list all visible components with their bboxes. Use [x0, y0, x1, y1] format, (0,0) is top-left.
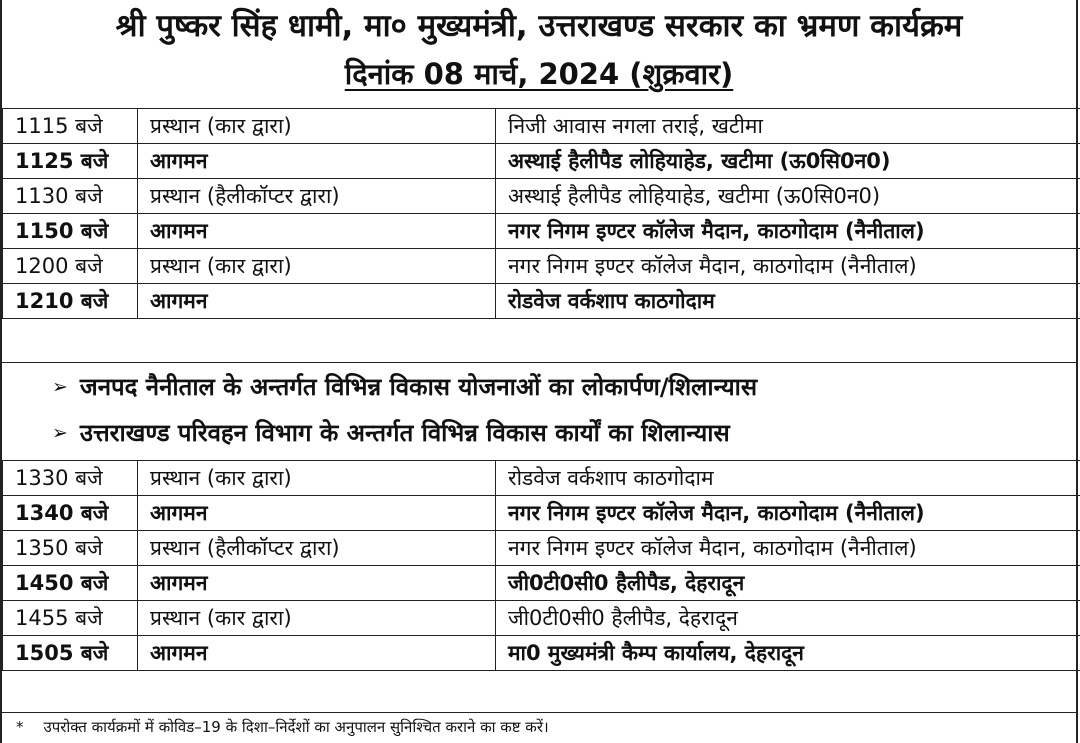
program-item-text: उत्तराखण्ड परिवहन विभाग के अन्तर्गत विभिन्न विकास कार्यों का शिलान्यास — [79, 419, 730, 447]
footnote-text: उपरोक्त कार्यक्रमों में कोविड–19 के दिशा–निर्देशों का अनुपालन सुनिश्चित कराने का कष्ट करें। — [43, 718, 549, 736]
schedule-time: 1130 बजे — [3, 179, 138, 214]
program-item — [52, 367, 757, 409]
schedule-row — [3, 461, 1080, 496]
schedule-event: प्रस्थान (कार द्वारा) — [138, 601, 496, 636]
schedule-event: प्रस्थान (कार द्वारा) — [138, 461, 496, 496]
schedule-place: नगर निगम इण्टर कॉलेज मैदान, काठगोदाम (नैनीताल) — [496, 249, 1080, 284]
schedule-row — [3, 144, 1080, 179]
schedule-time: 1340 बजे — [3, 496, 138, 531]
schedule-place: जी0टी0सी0 हैलीपैड, देहरादून — [496, 601, 1080, 636]
schedule-time: 1455 बजे — [3, 601, 138, 636]
schedule-row — [3, 179, 1080, 214]
schedule-row — [3, 496, 1080, 531]
schedule-event: आगमन — [138, 496, 496, 531]
schedule-row — [3, 566, 1080, 601]
schedule-event: आगमन — [138, 214, 496, 249]
schedule-time: 1210 बजे — [3, 284, 138, 319]
schedule-time: 1450 बजे — [3, 566, 138, 601]
schedule-event: आगमन — [138, 144, 496, 179]
schedule-place: नगर निगम इण्टर कॉलेज मैदान, काठगोदाम (नैनीताल) — [496, 531, 1080, 566]
schedule-event: प्रस्थान (कार द्वारा) — [138, 249, 496, 284]
document-title: श्री पुष्कर सिंह धामी, मा० मुख्यमंत्री, उत्तराखण्ड सरकार का भ्रमण कार्यक्रम — [115, 8, 963, 44]
schedule-event: आगमन — [138, 284, 496, 319]
schedule-row — [3, 214, 1080, 249]
schedule-place: रोडवेज वर्कशाप काठगोदाम — [496, 461, 1080, 496]
schedule-place: रोडवेज वर्कशाप काठगोदाम — [496, 284, 1080, 319]
schedule-place: मा0 मुख्यमंत्री कैम्प कार्यालय, देहरादून — [496, 636, 1080, 671]
document-date — [2, 52, 1076, 96]
schedule-row — [3, 249, 1080, 284]
schedule-place: अस्थाई हैलीपैड लोहियाहेड, खटीमा (ऊ0सि0न0) — [496, 179, 1080, 214]
schedule-time: 1350 बजे — [3, 531, 138, 566]
schedule-time: 1115 बजे — [3, 109, 138, 144]
schedule-event: प्रस्थान (हैलीकॉप्टर द्वारा) — [138, 179, 496, 214]
schedule-time: 1505 बजे — [3, 636, 138, 671]
schedule-row — [3, 636, 1080, 671]
schedule-time: 1150 बजे — [3, 214, 138, 249]
schedule-place: अस्थाई हैलीपैड लोहियाहेड, खटीमा (ऊ0सि0न0) — [496, 144, 1080, 179]
program-items — [2, 362, 1076, 460]
arrow-bullet-icon: ➢ — [52, 376, 68, 398]
schedule-row — [3, 284, 1080, 319]
arrow-bullet-icon: ➢ — [52, 422, 68, 444]
schedule-table-part1 — [2, 108, 1080, 319]
schedule-place: निजी आवास नगला तराई, खटीमा — [496, 109, 1080, 144]
schedule-table-part2 — [2, 460, 1080, 671]
schedule-event: प्रस्थान (कार द्वारा) — [138, 109, 496, 144]
program-item-text: जनपद नैनीताल के अन्तर्गत विभिन्न विकास योजनाओं का लोकार्पण/शिलान्यास — [79, 373, 758, 401]
schedule-place: नगर निगम इण्टर कॉलेज मैदान, काठगोदाम (नैनीताल) — [496, 496, 1080, 531]
schedule-row — [3, 601, 1080, 636]
schedule-time: 1125 बजे — [3, 144, 138, 179]
schedule-place: जी0टी0सी0 हैलीपैड, देहरादून — [496, 566, 1080, 601]
schedule-row — [3, 109, 1080, 144]
schedule-time: 1200 बजे — [3, 249, 138, 284]
schedule-event: आगमन — [138, 636, 496, 671]
date-text: दिनांक 08 मार्च, 2024 (शुक्रवार) — [344, 57, 734, 91]
program-item — [52, 413, 730, 455]
schedule-event: आगमन — [138, 566, 496, 601]
schedule-time: 1330 बजे — [3, 461, 138, 496]
footnote-symbol: * — [16, 718, 24, 736]
schedule-place: नगर निगम इण्टर कॉलेज मैदान, काठगोदाम (नैनीताल) — [496, 214, 1080, 249]
schedule-row — [3, 531, 1080, 566]
footnote — [2, 712, 1076, 743]
schedule-event: प्रस्थान (हैलीकॉप्टर द्वारा) — [138, 531, 496, 566]
